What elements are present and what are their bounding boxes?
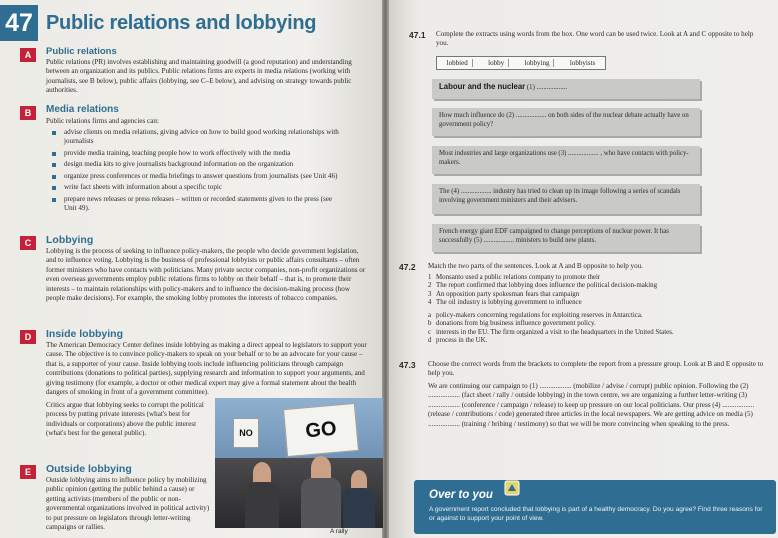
exercise-instruction-47-1: Complete the extracts using words from the box. One word can be used twice. Look at A and C opposite to help you. xyxy=(436,30,754,48)
list-item: c interests in the EU. The firm organized a visit to the headquarters in the United States. xyxy=(428,328,674,336)
extract-4: French energy giant EDF campaigned to change perceptions of nuclear power. It has successfully (5) .................. ministers to build new plants. xyxy=(432,224,700,252)
unit-title: Public relations and lobbying xyxy=(46,11,317,34)
section-marker-c: C xyxy=(20,236,36,250)
list-item: a policy-makers concerning regulations for exploiting reserves in Antarctica. xyxy=(428,312,643,319)
section-text-outside-lobbying: Outside lobbying aims to influence policy by mobilizing public opinion (getting the public behind a cause) or getting activists (members of the public or non-governmental organizations involved in political activity) to put pressure on legislators through letter-writing campaigns or rallies. xyxy=(46,476,210,532)
match-list-left xyxy=(428,274,768,307)
protester-figure xyxy=(343,488,375,528)
protester-figure xyxy=(301,478,341,528)
section-marker-a: A xyxy=(20,48,36,62)
bullet-icon xyxy=(52,186,56,190)
exercise-report-47-3: We are continuing our campaign to (1) .................. (mobilize / advise / corrupt) public opinion. Following the (2) .................. (fact sheet / rally / outside lobbying) in the town centre, we are organizing a further letter-writing (3) .................. (conference / campaign / release) to keep up pressure on our local politicians. Our press (4) .................. (release / contributions / code) generated three articles in the local newspapers. We are getting advice on media (5) .................. (training / bribing / testimony) so that we will be more convincing when speaking to the press. xyxy=(428,382,755,428)
extract-1: How much influence do (2) .................. on both sides of the nuclear debate actually have on government policy? xyxy=(432,108,700,136)
protest-sign: NO xyxy=(233,418,259,448)
extract-2: Most industries and large organizations use (3) .................. , who have contacts with policy-makers. xyxy=(432,146,700,174)
protester-figure xyxy=(311,456,331,480)
section-heading-inside-lobbying: Inside lobbying xyxy=(46,328,124,340)
word-box-item: lobby xyxy=(484,59,509,67)
book-gutter xyxy=(382,0,389,538)
protester-figure xyxy=(351,470,367,490)
exercise-number-47-3: 47.3 xyxy=(399,360,416,370)
list-item: 4 The oil industry is lobbying government to influence xyxy=(428,298,582,306)
section-text-public-relations: Public relations (PR) involves establishing and maintaining goodwill (a good reputation) and understanding between an organization and its publics. Public relations firms are experts in media relations (working with journalists, see B below), public affairs (lobbying, see C–E below), and advising on strategy towards public authorities. xyxy=(46,58,352,95)
unit-number: 47 xyxy=(0,5,38,41)
extract-3: The (4) .................. industry has tried to clean up its image following a series of scandals involving government ministers and their advisers. xyxy=(432,184,700,214)
list-item: 3 An opposition party spokesman fears that campaign xyxy=(428,290,580,298)
bullet-icon xyxy=(52,152,56,156)
section-heading-media-relations: Media relations xyxy=(46,104,119,115)
section-heading-outside-lobbying: Outside lobbying xyxy=(46,463,132,475)
match-list-right xyxy=(428,312,770,345)
protest-sign-large: GO xyxy=(283,403,359,457)
media-relations-list xyxy=(46,128,346,216)
section-heading-public-relations: Public relations xyxy=(46,46,117,57)
over-to-you-icon xyxy=(502,478,522,498)
list-item: 2 The report confirmed that lobbying does influence the political decision-making xyxy=(428,282,658,290)
exercise-instruction-47-3: Choose the correct words from the brackets to complete the report from a pressure group. Look at B and E opposite to help you. xyxy=(428,360,764,378)
list-item: 1 Monsanto used a public relations company to promote their xyxy=(428,274,601,281)
word-box-item: lobbyists xyxy=(569,59,596,67)
section-marker-b: B xyxy=(20,106,36,120)
section-text-inside-lobbying: The American Democracy Center defines inside lobbying as making a direct appeal to legislators to support your cause. The objective is to convince policy-makers to speak on your behalf or to be an advocate for your cause – that is, a supporter of your cause. Inside lobbying tools include influencing politicians through campaign contributions (donations to political parties), supplying research and information to support your arguments, and giving testimony (for example, a doctor or other medical expert may give a formal statement about the health dangers of smoking in front of a government committee). xyxy=(46,341,367,397)
list-item: advise clients on media relations, giving advice on how to build good working relationships with journalists xyxy=(46,128,346,147)
section-marker-e: E xyxy=(20,465,36,479)
exercise-number-47-1: 47.1 xyxy=(409,30,426,40)
unit-header xyxy=(0,5,316,41)
bullet-icon xyxy=(52,131,56,135)
bullet-icon xyxy=(52,198,56,202)
photo-caption: A rally xyxy=(330,528,348,535)
over-to-you-title: Over to you xyxy=(429,489,493,501)
list-item: prepare news releases or press releases – written or recorded statements given to the press (see Unit 49). xyxy=(46,195,346,214)
list-item: design media kits to give journalists background information on the organization xyxy=(46,160,346,169)
extract-title: Labour and the nuclear xyxy=(439,82,526,91)
exercise-number-47-2: 47.2 xyxy=(399,262,416,272)
word-box xyxy=(436,56,606,70)
bullet-icon xyxy=(52,163,56,167)
section-text-lobbying: Lobbying is the process of seeking to influence policy-makers, the people who decide government legislation, and to influence voting. Lobbying is the business of professional lobbyists or public affairs consultants – often former ministers who have contacts with politicians. Many private sector companies, non-profit organizations or even overseas governments employ public relations firms to lobby on their behalf – that is, to promote their interests – to maintain relationships with policy-makers and to influence the decision-making process (how people make decisions). For example, the smoking lobby promotes the interests of tobacco companies. xyxy=(46,247,366,303)
word-box-item: lobbied xyxy=(443,59,473,67)
bullet-icon xyxy=(52,175,56,179)
section-text-inside-lobbying-critics: Critics argue that lobbying seeks to corrupt the political process by putting private interests (what's best for individuals or corporations) above the public interest (what's best for the general public). xyxy=(46,401,204,438)
list-item: provide media training, teaching people how to work effectively with the media xyxy=(46,149,346,158)
list-item: b donations from big business influence government policy. xyxy=(428,320,596,328)
section-marker-d: D xyxy=(20,330,36,344)
list-item: write fact sheets with information about a specific topic xyxy=(46,183,346,192)
word-box-item: lobbying xyxy=(521,59,555,67)
extract-headline xyxy=(432,79,700,99)
section-intro-media-relations: Public relations firms and agencies can: xyxy=(46,117,159,125)
section-heading-lobbying: Lobbying xyxy=(46,234,94,246)
protester-figure xyxy=(253,462,271,484)
list-item: d process in the UK. xyxy=(428,336,488,344)
over-to-you-text: A government report concluded that lobbying is part of a healthy democracy. Do you agree? Find three reasons for or against to support your point of view. xyxy=(429,506,763,522)
protester-figure xyxy=(245,482,279,528)
list-item: organize press conferences or media briefings to answer questions from journalists (see Unit 46) xyxy=(46,172,346,181)
extract-title-gap: (1) .................. xyxy=(526,84,568,91)
exercise-instruction-47-2: Match the two parts of the sentences. Look at A and B opposite to help you. xyxy=(428,262,643,270)
rally-photo xyxy=(215,398,383,528)
